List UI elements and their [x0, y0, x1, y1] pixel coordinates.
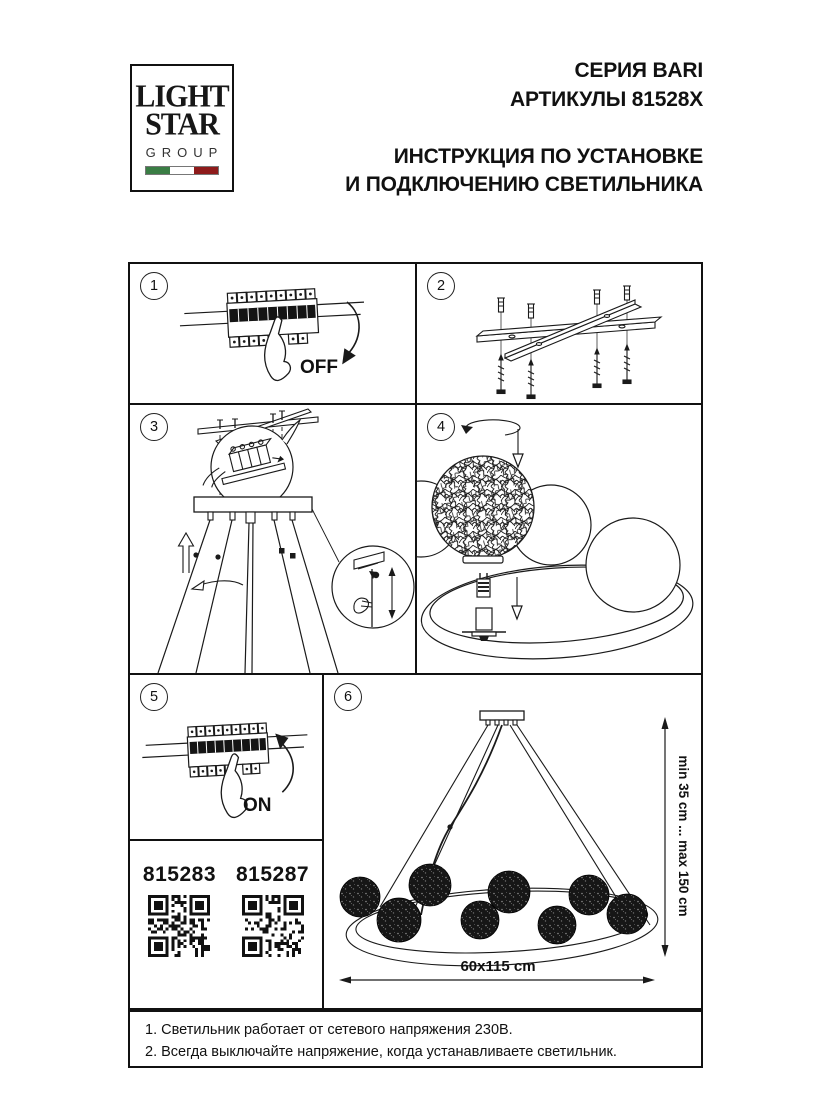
qr-code: [242, 895, 304, 957]
logo-star-text: STAR: [145, 107, 219, 142]
step-1-number: 1: [140, 272, 168, 300]
step-6-number: 6: [334, 683, 362, 711]
off-label: OFF: [300, 357, 338, 378]
article-number: 815287: [236, 863, 310, 886]
step-4-number: 4: [427, 413, 455, 441]
mounting-brackets-illustration: [417, 264, 701, 403]
italian-flag-stripe: [145, 166, 219, 175]
step-6-panel: [324, 675, 701, 1008]
articles-title: АРТИКУЛЫ 81528X: [510, 88, 703, 111]
safety-notes: [128, 1010, 703, 1068]
step-5-number: 5: [140, 683, 168, 711]
step-1-panel: [130, 264, 417, 405]
qr-code: [148, 895, 210, 957]
note-2: 2. Всегда выключайте напряжение, когда устанавливаете светильник.: [145, 1043, 617, 1060]
article-number: 815283: [142, 863, 216, 886]
canopy-wiring-illustration: [130, 405, 415, 673]
socket-holder-icon: [462, 608, 506, 641]
logo-group-text: GROUP: [145, 145, 224, 160]
instruction-title-line1: ИНСТРУКЦИЯ ПО УСТАНОВКЕ: [393, 145, 703, 168]
step-3-panel: [130, 405, 417, 675]
height-dimension-label: min 35 cm ... max 150 cm: [676, 755, 691, 917]
step-4-panel: [417, 405, 701, 675]
steps-grid: [128, 262, 703, 1010]
breaker-off-illustration: [130, 264, 415, 403]
size-dimension-label: 60x115 cm: [460, 958, 536, 975]
article-qr-cell: [130, 841, 324, 1008]
lightstar-logo: [130, 64, 234, 192]
step-5-panel: [130, 675, 324, 841]
wire-ball-shades: [340, 864, 647, 944]
document-titles: [260, 56, 703, 199]
article-815283: [143, 863, 216, 957]
step-2-panel: [417, 264, 701, 405]
article-815287: [236, 863, 309, 957]
on-label: ON: [243, 795, 272, 816]
logo-light-text: LIGHT: [135, 79, 229, 114]
instruction-title-line2: И ПОДКЛЮЧЕНИЮ СВЕТИЛЬНИКА: [345, 173, 703, 196]
shade-and-bulb-illustration: [417, 405, 701, 673]
assembled-chandelier-illustration: [324, 675, 701, 1008]
step-3-number: 3: [140, 413, 168, 441]
note-1: 1. Светильник работает от сетевого напряжения 230В.: [145, 1022, 513, 1038]
step-2-number: 2: [427, 272, 455, 300]
series-title: СЕРИЯ BARI: [574, 59, 703, 82]
